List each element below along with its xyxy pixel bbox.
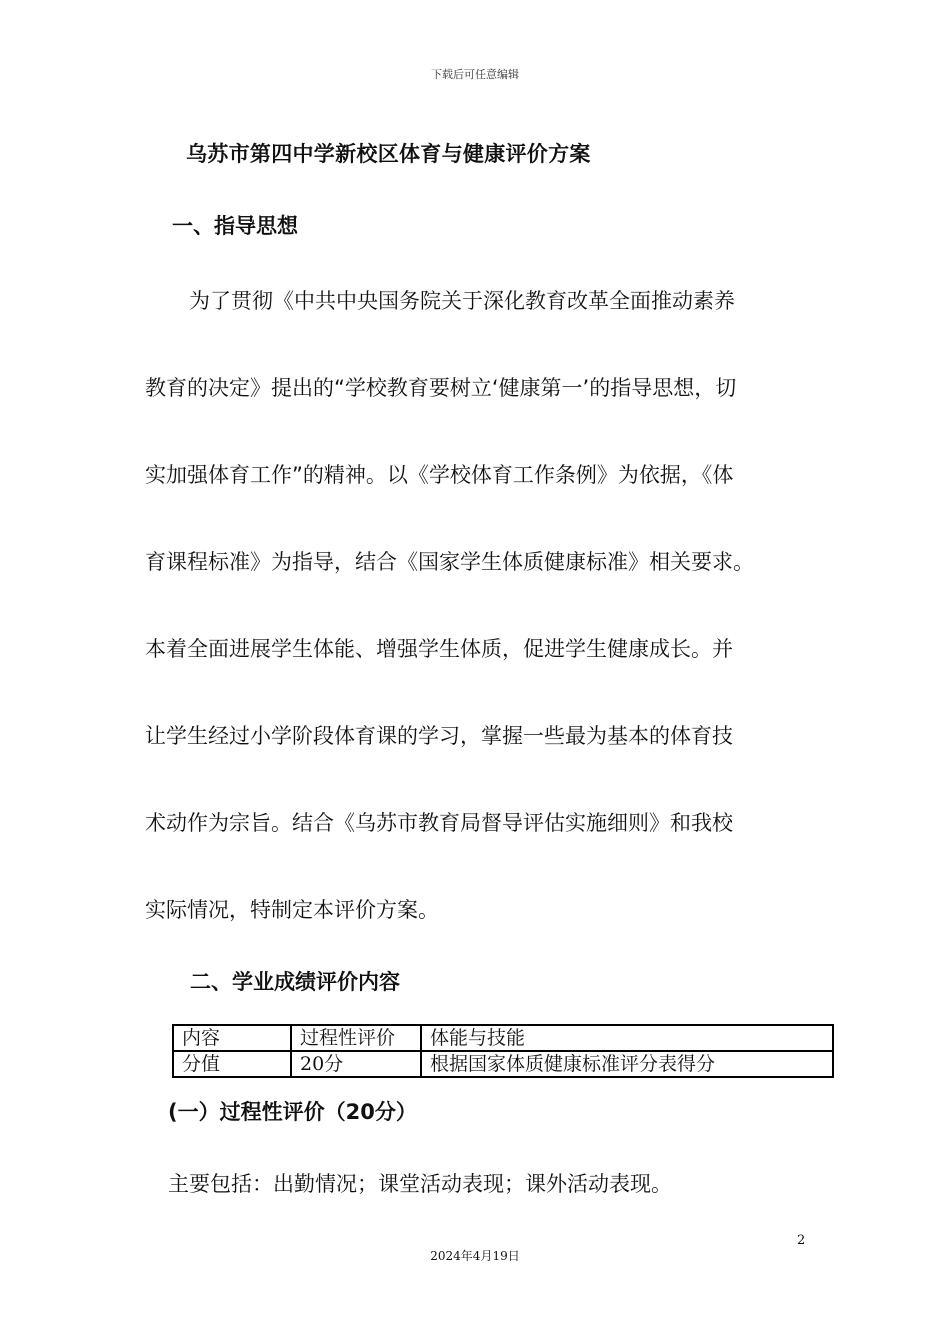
- paragraph-line: 育课程标准》为指导，结合《国家学生体质健康标准》相关要求。: [145, 550, 754, 574]
- footer-date: 2024年4月19日: [430, 1249, 520, 1263]
- paragraph-line: 为了贯彻《中共中央国务院关于深化教育改革全面推动素养: [189, 289, 735, 313]
- paragraph-line: 教育的决定》提出的“学校教育要树立‘健康第一’的指导思想，切: [145, 376, 737, 400]
- table-row: [173, 1025, 833, 1051]
- paragraph-line: 实际情况，特制定本评价方案。: [145, 898, 439, 922]
- page-header-note: 下载后可任意编辑: [431, 68, 519, 81]
- section-heading-guiding-ideology: 一、指导思想: [172, 214, 298, 238]
- process-evaluation-text: 主要包括：出勤情况；课堂活动表现；课外活动表现。: [168, 1172, 672, 1196]
- document-title: 乌苏市第四中学新校区体育与健康评价方案: [186, 142, 591, 166]
- page-number: 2: [797, 1233, 806, 1248]
- section-heading-grade-evaluation: 二、学业成绩评价内容: [190, 970, 400, 994]
- table-cell: 过程性评价: [291, 1025, 421, 1051]
- table-cell: 20分: [291, 1051, 421, 1077]
- table-row: [173, 1051, 833, 1077]
- subheading-process-evaluation: (一）过程性评价（20分）: [168, 1100, 417, 1124]
- paragraph-line: 让学生经过小学阶段体育课的学习，掌握一些最为基本的体育技: [145, 724, 733, 748]
- table-cell: 体能与技能: [421, 1025, 833, 1051]
- grade-table: [172, 1024, 834, 1078]
- paragraph-line: 本着全面进展学生体能、增强学生体质，促进学生健康成长。并: [145, 637, 733, 661]
- paragraph-line: 术动作为宗旨。结合《乌苏市教育局督导评估实施细则》和我校: [145, 811, 733, 835]
- table-cell: 内容: [173, 1025, 291, 1051]
- paragraph-line: 实加强体育工作”的精神。以《学校体育工作条例》为依据，《体: [145, 463, 734, 487]
- table-cell: 根据国家体质健康标准评分表得分: [421, 1051, 833, 1077]
- table-cell: 分值: [173, 1051, 291, 1077]
